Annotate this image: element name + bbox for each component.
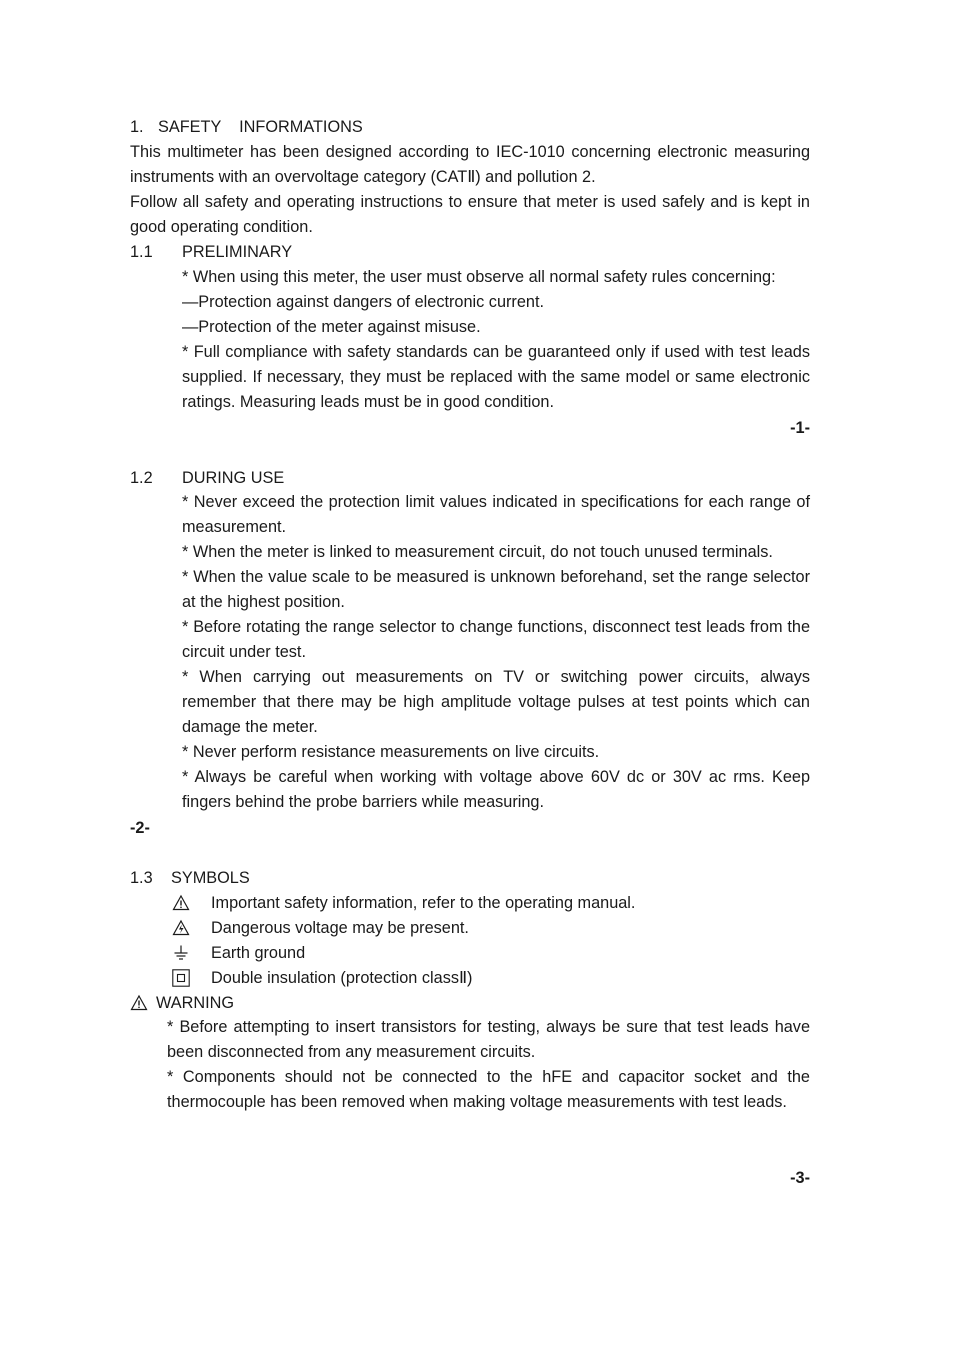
preliminary-item-3: —Protection of the meter against misuse. bbox=[182, 318, 481, 336]
preliminary-item-1: * When using this meter, the user must observe all normal safety rules concerning: bbox=[182, 268, 776, 286]
symbol-text-dangerous-voltage: Dangerous voltage may be present. bbox=[211, 919, 469, 937]
during-use-item-4: * Before rotating the range selector to change functions, disconnect test leads from the circuit under test. bbox=[182, 618, 810, 661]
section-1-3-heading: SYMBOLS bbox=[171, 869, 250, 887]
section-1-2-number: 1.2 bbox=[130, 469, 153, 487]
preliminary-item-2: —Protection against dangers of electronic current. bbox=[182, 293, 544, 311]
section-1-number: 1. bbox=[130, 118, 144, 136]
page-number-1: -1- bbox=[790, 419, 810, 437]
symbol-text-important-safety: Important safety information, refer to the operating manual. bbox=[211, 894, 636, 912]
section-1-3-number: 1.3 bbox=[130, 869, 153, 887]
during-use-item-5: * When carrying out measurements on TV or switching power circuits, always remember that there may be high amplitude voltage pulses at test points which can damage the meter. bbox=[182, 668, 810, 736]
during-use-item-6: * Never perform resistance measurements on live circuits. bbox=[182, 743, 600, 761]
earth-ground-icon bbox=[172, 944, 190, 962]
warning-heading-icon bbox=[130, 994, 148, 1012]
section-1-1-heading: PRELIMINARY bbox=[182, 243, 293, 261]
warning-triangle-icon bbox=[172, 894, 190, 912]
warning-heading: WARNING bbox=[156, 994, 235, 1012]
warning-item-1: * Before attempting to insert transistors for testing, always be sure that test leads have been disconnected from any measurement circuits. bbox=[167, 1018, 810, 1061]
symbol-text-earth-ground: Earth ground bbox=[211, 944, 306, 962]
section-1-2-heading: DURING USE bbox=[182, 469, 285, 487]
during-use-item-1: * Never exceed the protection limit values indicated in specifications for each range of measurement. bbox=[182, 493, 810, 536]
section-1-intro-paragraph-1: This multimeter has been designed according to IEC-1010 concerning electronic measuring instruments with an overvoltage category (CATⅡ) and pollution 2. bbox=[130, 143, 810, 186]
double-insulation-icon bbox=[172, 969, 190, 987]
during-use-item-2: * When the meter is linked to measurement circuit, do not touch unused terminals. bbox=[182, 543, 773, 561]
section-1-intro-paragraph-2: Follow all safety and operating instructions to ensure that meter is used safely and is kept in good operating condition. bbox=[130, 193, 810, 236]
during-use-item-7: * Always be careful when working with voltage above 60V dc or 30V ac rms. Keep fingers behind the probe barriers while measuring. bbox=[182, 768, 810, 811]
preliminary-item-4: * Full compliance with safety standards can be guaranteed only if used with test leads supplied. If necessary, they must be replaced with the same model or same electronic ratings. Measuring leads must be in good condition. bbox=[182, 343, 810, 411]
symbol-text-double-insulation: Double insulation (protection classⅡ) bbox=[211, 969, 473, 987]
page-number-2: -2- bbox=[130, 819, 150, 837]
warning-item-2: * Components should not be connected to the hFE and capacitor socket and the thermocouple has been removed when making voltage measurements with test leads. bbox=[167, 1068, 810, 1111]
page-number-3: -3- bbox=[790, 1169, 810, 1187]
high-voltage-triangle-icon bbox=[172, 919, 190, 937]
section-1-1-number: 1.1 bbox=[130, 243, 153, 261]
section-1-heading: SAFETY INFORMATIONS bbox=[158, 118, 363, 136]
during-use-item-3: * When the value scale to be measured is unknown beforehand, set the range selector at the highest position. bbox=[182, 568, 810, 611]
